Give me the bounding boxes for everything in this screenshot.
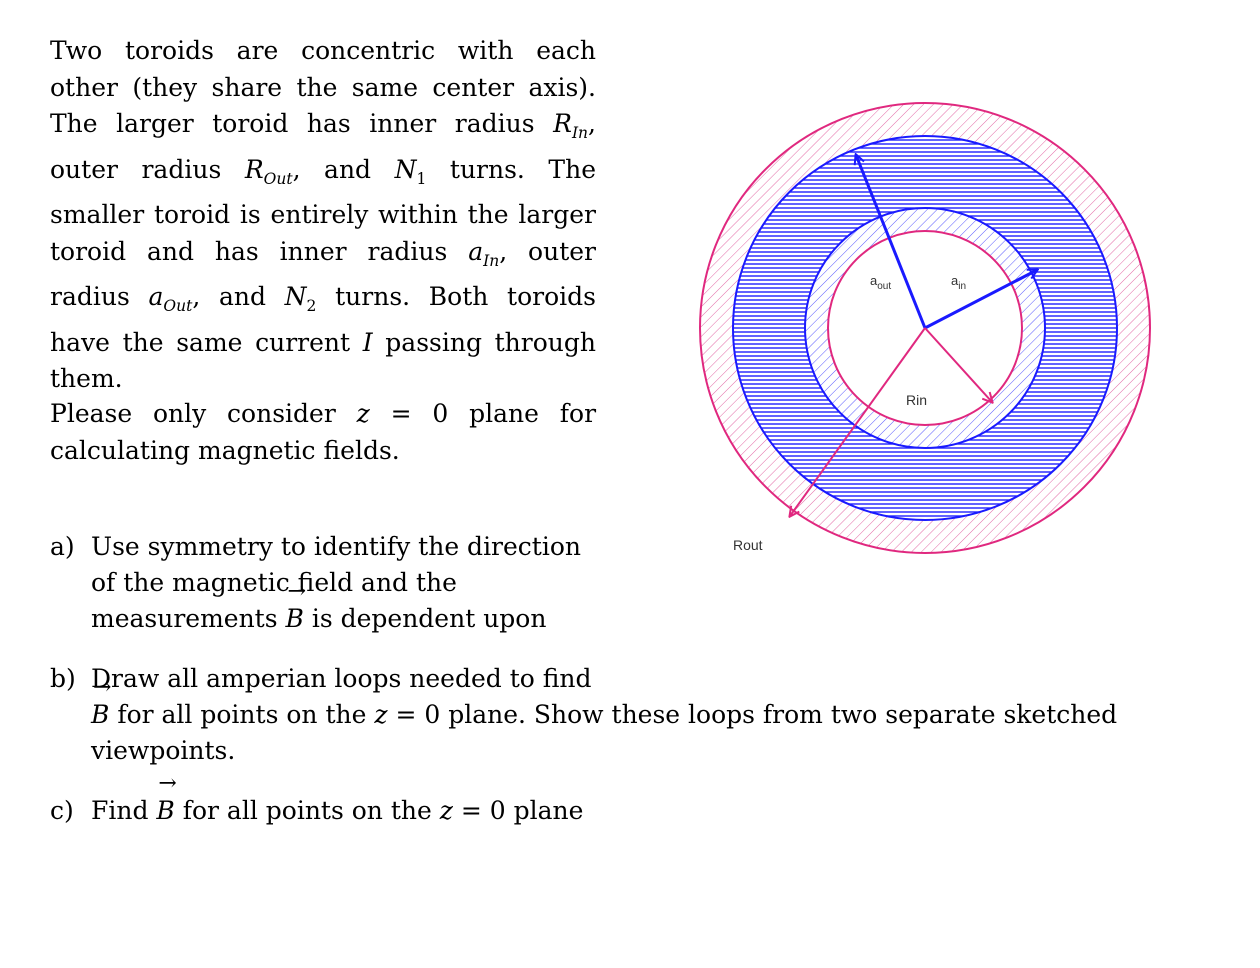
intro-paragraph: Two toroids are concentric with each other (they share the same center axis). The larger toroid has inner radius $R_{In}$, outer radius $R_{Out}$, and $N_1$ turns. The smaller toroid is entirely within the larger toroid and has inner radius $a_{In}$, outer radius $a_{Out}$, and $N_2$ turns. Both toroids have the same current I passing through them. (50, 36, 596, 393)
toroid-diagram (690, 90, 1180, 580)
symbol-I: I (362, 327, 373, 357)
part-c-marker: c) (50, 796, 74, 825)
problem-intro (50, 33, 596, 398)
vector-B: → B (156, 793, 174, 829)
part-a-marker: a) (50, 532, 75, 561)
part-a (50, 529, 596, 639)
vector-B: → B (286, 601, 304, 637)
plane-note (50, 396, 596, 469)
vector-B: → B (91, 697, 109, 733)
symbol-N2: $N_2$ (284, 282, 317, 315)
label-a-out: $a_{out}$ (870, 273, 892, 292)
symbol-R-out: $R_{Out}$ (244, 154, 293, 188)
symbol-a-in: $a_{In}$ (468, 236, 500, 270)
part-b-marker: b) (50, 664, 76, 693)
part-c-text: Find → B for all points on the z = 0 plane (91, 793, 596, 829)
symbol-R-in: $R_{In}$ (553, 109, 589, 142)
part-b-text: Draw all amperian loops needed to find → B for all points on the z = 0 plane. Show these loops from two separate sketched viewpoints. (91, 661, 1201, 769)
label-a-in: $a_{in}$ (951, 273, 967, 292)
part-c (50, 793, 596, 833)
part-b (50, 661, 1210, 771)
symbol-a-out: $a_{Out}$ (148, 282, 193, 315)
note-paragraph: Please only consider z = 0 plane for calculating magnetic fields. (50, 399, 597, 465)
symbol-N1: $N_1$ (394, 154, 427, 188)
part-a-text: Use symmetry to identify the direction of the magnetic field and the measurements → B is dependent upon (91, 529, 596, 637)
label-r-in: Rin (906, 392, 928, 408)
label-r-out: Rout (733, 537, 763, 553)
